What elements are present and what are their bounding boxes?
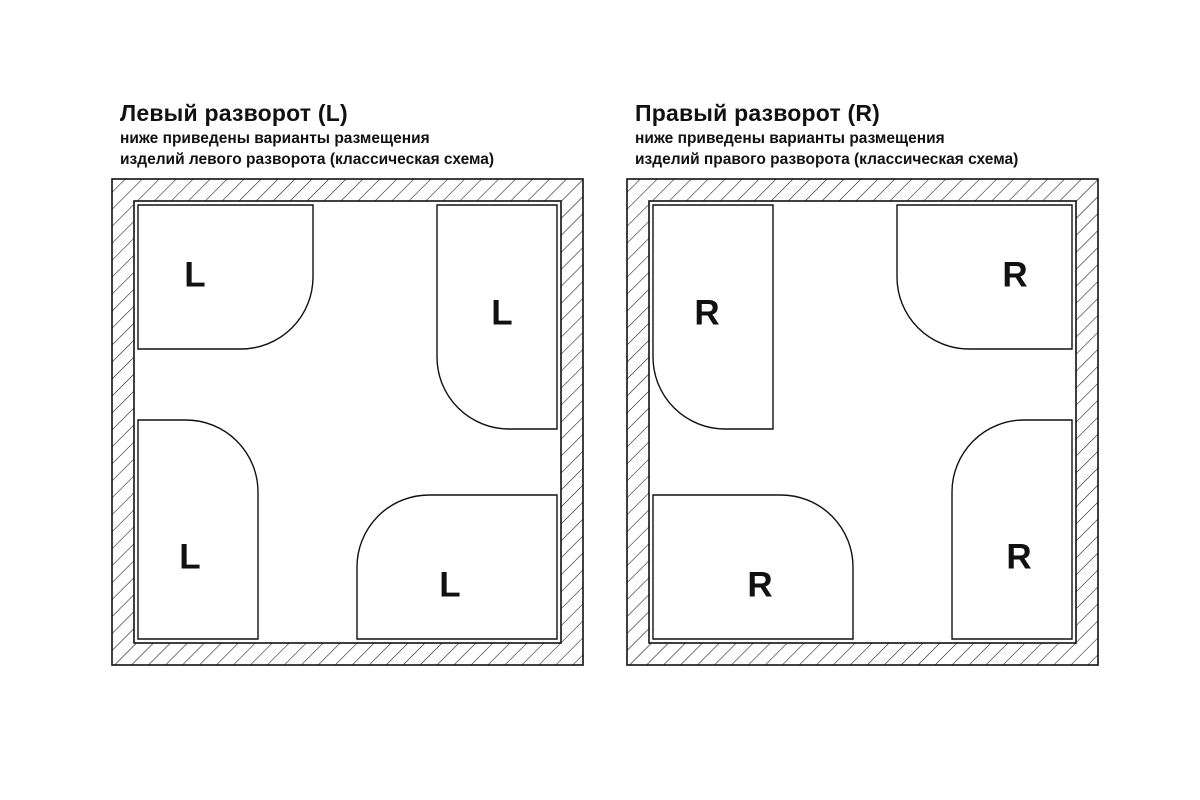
tray-bottom-left [138, 420, 258, 639]
tray-bottom-right [952, 420, 1072, 639]
tray-top-left-label: L [184, 255, 206, 295]
tray-bottom-left-label: L [179, 537, 201, 577]
panel-left-subtitle [120, 129, 585, 171]
panel-right-subtitle-line1: ниже приведены варианты размещения [635, 130, 945, 147]
tray-bottom-left-label: R [747, 565, 773, 605]
room-plan-left [110, 177, 585, 667]
tray-bottom-right-label: R [1006, 537, 1032, 577]
panel-right-title: Правый разворот (R) [635, 100, 881, 126]
room-plan-right [625, 177, 1100, 667]
tray-top-right [897, 205, 1072, 349]
panel-left-subtitle-line2: изделий левого разворота (классическая схема) [120, 150, 495, 168]
tray-top-right-label: L [491, 293, 513, 333]
tray-top-left-label: R [694, 293, 720, 333]
panel-left-subtitle-line1: ниже приведены варианты размещения [120, 130, 430, 147]
panel-right-hand [625, 100, 1100, 667]
panel-right-subtitle-line2: изделий правого разворота (классическая схема) [635, 150, 1019, 168]
panel-left-hand [110, 100, 585, 667]
panel-right-subtitle [635, 129, 1100, 171]
tray-top-left [138, 205, 313, 349]
panel-left-title: Левый разворот (L) [120, 100, 348, 126]
tray-top-right-label: R [1002, 255, 1028, 295]
tray-bottom-right-label: L [439, 565, 461, 605]
